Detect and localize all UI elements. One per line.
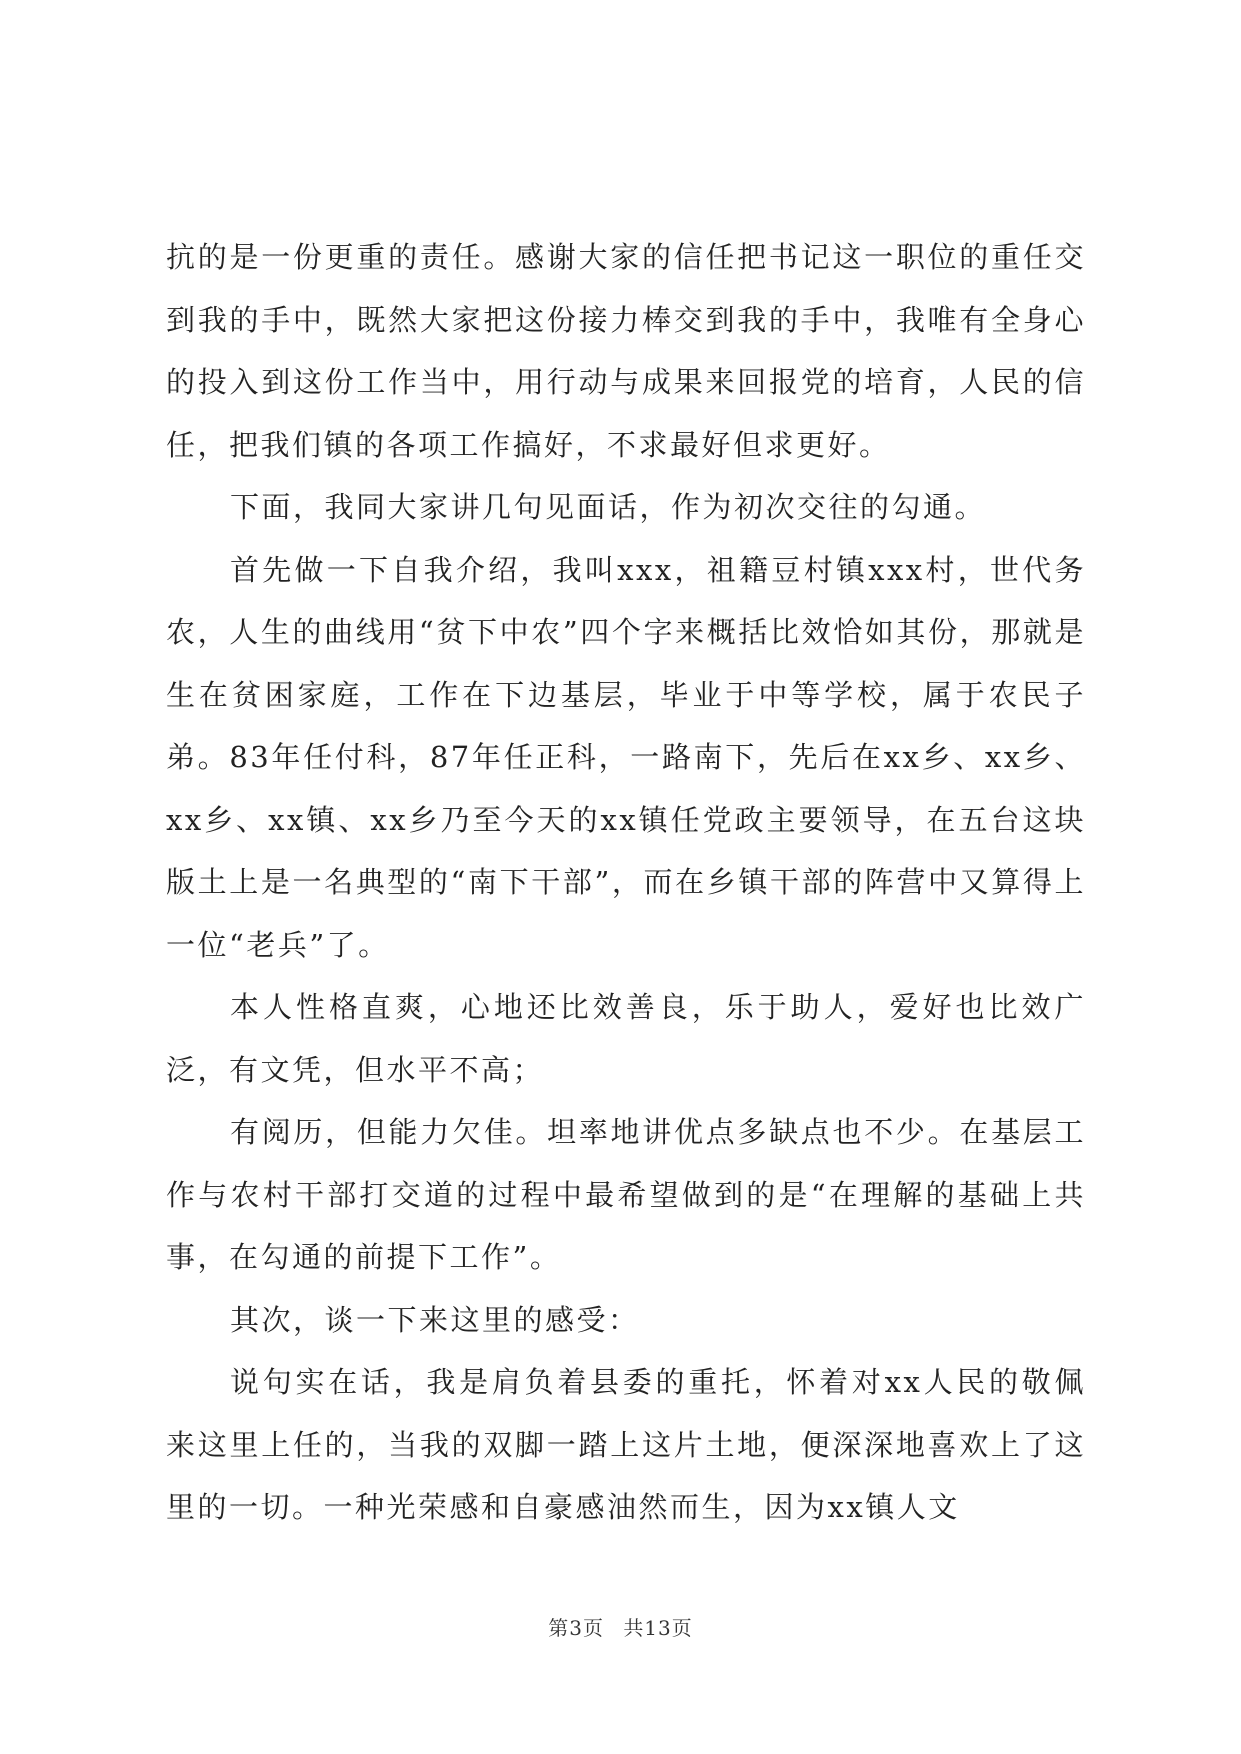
paragraph-1: 抗的是一份更重的责任。感谢大家的信任把书记这一职位的重任交到我的手中，既然大家把这份接力棒交到我的手中，我唯有全身心的投入到这份工作当中，用行动与成果来回报党的培育，人民的信任，把我们镇的各项工作搞好，不求最好但求更好。: [166, 240, 1086, 462]
paragraph-2: 下面，我同大家讲几句见面话，作为初次交往的勾通。: [230, 490, 987, 524]
paragraph-4: 本人性格直爽，心地还比效善良，乐于助人，爱好也比效广泛，有文凭，但水平不高；: [166, 990, 1086, 1087]
paragraph-5: 有阅历，但能力欠佳。坦率地讲优点多缺点也不少。在基层工作与农村干部打交道的过程中最希望做到的是“在理解的基础上共事，在勾通的前提下工作”。: [166, 1115, 1086, 1274]
document-body: [166, 226, 1086, 1539]
page-total: 共13页: [623, 1616, 693, 1640]
paragraph-6: 其次，谈一下来这里的感受：: [230, 1302, 640, 1337]
paragraph-7: 说句实在话，我是肩负着县委的重托，怀着对xx人民的敬佩来这里上任的，当我的双脚一踏上这片土地，便深深地喜欢上了这里的一切。一种光荣感和自豪感油然而生，因为xx镇人文: [166, 1365, 1086, 1524]
page-number: 第3页: [548, 1616, 604, 1640]
paragraph-3: 首先做一下自我介绍，我叫xxx，祖籍豆村镇xxx村，世代务农，人生的曲线用“贫下中农”四个字来概括比效恰如其份，那就是生在贫困家庭，工作在下边基层，毕业于中等学校，属于农民子弟。83年任付科，87年任正科，一路南下，先后在xx乡、xx乡、xx乡、xx镇、xx乡乃至今天的xx镇任党政主要领导，在五台这块版土上是一名典型的“南下干部”，而在乡镇干部的阵营中又算得上一位“老兵”了。: [166, 552, 1086, 962]
page-footer: [0, 1612, 1241, 1641]
